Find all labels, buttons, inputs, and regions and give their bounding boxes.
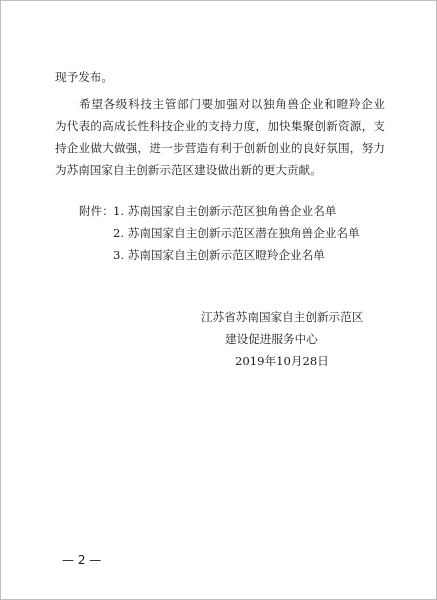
attachment-item-1: 1. 苏南国家自主创新示范区独角兽企业名单 — [113, 204, 337, 218]
signature-date: 2019年10月28日 — [235, 354, 329, 368]
body-line-1: 现予发布。 — [55, 70, 113, 84]
body-line-3: 为代表的高成长性科技企业的支持力度，加快集聚创新资源，支 — [55, 119, 385, 133]
body-line-5: 为苏南国家自主创新示范区建设做出新的更大贡献。 — [55, 163, 322, 177]
attachment-item-3: 3. 苏南国家自主创新示范区瞪羚企业名单 — [113, 248, 325, 262]
attachment-item-2: 2. 苏南国家自主创新示范区潜在独角兽企业名单 — [113, 226, 360, 240]
body-line-2: 希望各级科技主管部门要加强对以独角兽企业和瞪羚企业 — [79, 97, 385, 111]
signature-org-line-2: 建设促进服务中心 — [225, 332, 318, 346]
signature-org-line-1: 江苏省苏南国家自主创新示范区 — [201, 310, 364, 324]
body-line-4: 持企业做大做强，进一步营造有利于创新创业的良好氛围，努力 — [55, 141, 385, 155]
page-number: — 2 — — [62, 553, 102, 567]
attachments-label: 附件： — [79, 204, 114, 218]
